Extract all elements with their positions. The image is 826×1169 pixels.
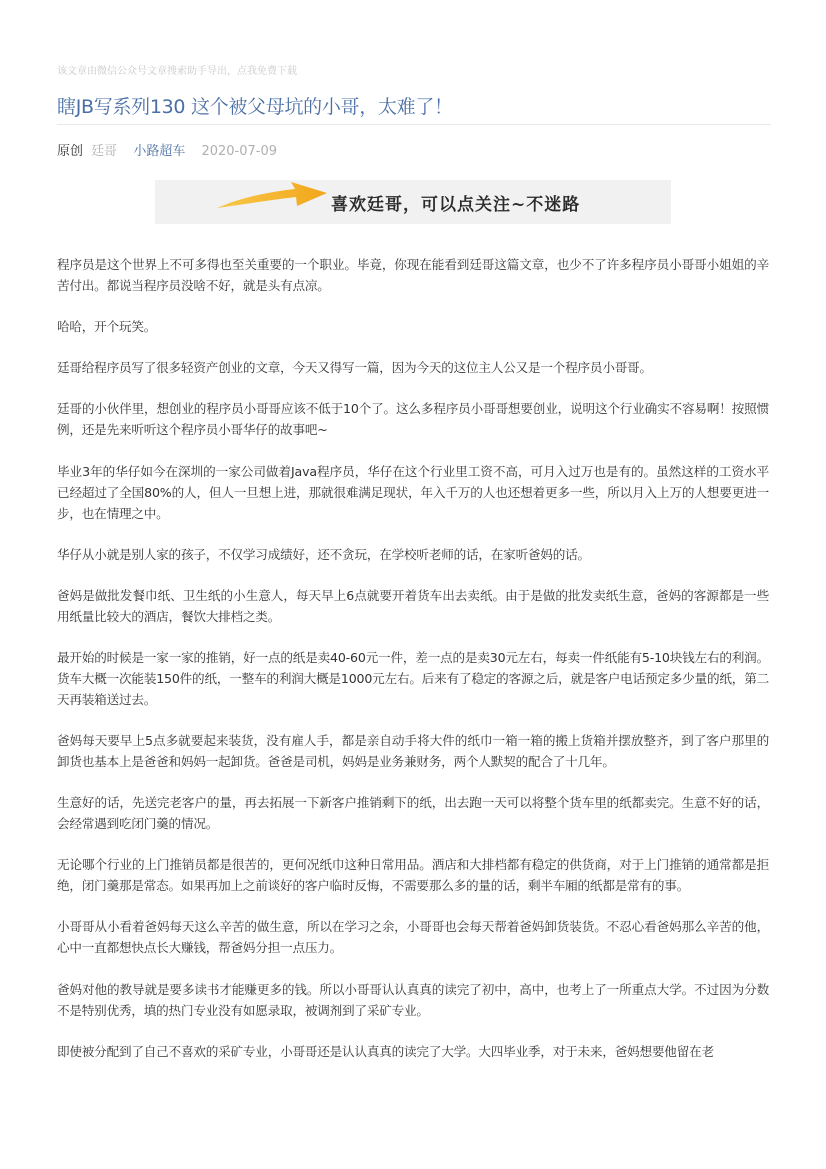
paragraph: 爸妈是做批发餐巾纸、卫生纸的小生意人，每天早上6点就要开着货车出去卖纸。由于是做的批发卖纸生意，爸妈的客源都是一些用纸量比较大的酒店，餐饮大排档之类。 [57, 588, 769, 624]
paragraph: 即使被分配到了自己不喜欢的采矿专业，小哥哥还是认认真真的读完了大学。大四毕业季，对于未来，爸妈想要他留在老 [57, 1044, 714, 1059]
paragraph: 廷哥给程序员写了很多轻资产创业的文章，今天又得写一篇，因为今天的这位主人公又是一个程序员小哥哥。 [57, 360, 652, 375]
paragraph: 哈哈，开个玩笑。 [57, 319, 157, 334]
paragraph: 爸妈每天要早上5点多就要起来装货，没有雇人手，都是亲自动手将大件的纸巾一箱一箱的搬上货箱并摆放整齐，到了客户那里的卸货也基本上是爸爸和妈妈一起卸货。爸爸是司机，妈妈是业务兼财务，两个人默契的配合了十几年。 [57, 733, 769, 769]
paragraph: 爸妈对他的教导就是要多读书才能赚更多的钱。所以小哥哥认认真真的读完了初中，高中，也考上了一所重点大学。不过因为分数不是特别优秀，填的热门专业没有如愿录取，被调剂到了采矿专业。 [57, 982, 769, 1018]
author-name: 廷哥 [91, 144, 118, 159]
paragraph: 毕业3年的华仔如今在深圳的一家公司做着Java程序员，华仔在这个行业里工资不高，可月入过万也是有的。虽然这样的工资水平已经超过了全国80%的人，但人一旦想上进，那就很难满足现状，年入千万的人也还想着更多一些，所以月入上万的人想要更进一步，也在情理之中。 [57, 464, 769, 521]
paragraph: 廷哥的小伙伴里，想创业的程序员小哥哥应该不低于10个了。这么多程序员小哥哥想要创业，说明这个行业确实不容易啊！按照惯例，还是先来听听这个程序员小哥华仔的故事吧~ [57, 401, 769, 437]
paragraph: 无论哪个行业的上门推销员都是很苦的，更何况纸巾这种日常用品。酒店和大排档都有稳定的供货商，对于上门推销的通常都是拒绝，闭门羹那是常态。如果再加上之前谈好的客户临时反悔，不需要那么多的量的话，剩半车厢的纸都是常有的事。 [57, 857, 769, 893]
paragraph: 最开始的时候是一家一家的推销，好一点的纸是卖40-60元一件，差一点的是卖30元左右，每卖一件纸能有5-10块钱左右的利润。货车大概一次能装150件的纸，一整车的利润大概是1000元左右。后来有了稳定的客源之后，就是客户电话预定多少量的纸，第二天再装箱送过去。 [57, 650, 769, 707]
title-divider [57, 124, 771, 125]
paragraph: 小哥哥从小看着爸妈每天这么辛苦的做生意，所以在学习之余，小哥哥也会每天帮着爸妈卸货装货。不忍心看爸妈那么辛苦的他，心中一直都想快点长大赚钱，帮爸妈分担一点压力。 [57, 919, 769, 955]
article-body [57, 254, 769, 1082]
article-meta [57, 140, 283, 159]
account-link[interactable]: 小路超车 [133, 144, 186, 159]
paragraph: 华仔从小就是别人家的孩子，不仅学习成绩好，还不贪玩，在学校听老师的话，在家听爸妈的话。 [57, 547, 590, 562]
article-title: 瞎JB写系列130 这个被父母坑的小哥，太难了！ [57, 96, 453, 118]
original-label: 原创 [57, 144, 84, 159]
paragraph: 程序员是这个世界上不可多得也至关重要的一个职业。毕竟，你现在能看到廷哥这篇文章，也少不了许多程序员小哥哥小姐姐的辛苦付出。都说当程序员没啥不好，就是头有点凉。 [57, 257, 769, 293]
publish-date: 2020-07-09 [201, 144, 278, 159]
export-notice-link[interactable]: 该文章由微信公众号文章搜索助手导出，点我免费下载 [57, 66, 297, 77]
banner-caption: 喜欢廷哥，可以点关注~不迷路 [331, 195, 581, 215]
paragraph: 生意好的话，先送完老客户的量，再去拓展一下新客户推销剩下的纸，出去跑一天可以将整个货车里的纸都卖完。生意不好的话，会经常遇到吃闭门羹的情况。 [57, 795, 769, 831]
follow-banner [155, 180, 671, 224]
